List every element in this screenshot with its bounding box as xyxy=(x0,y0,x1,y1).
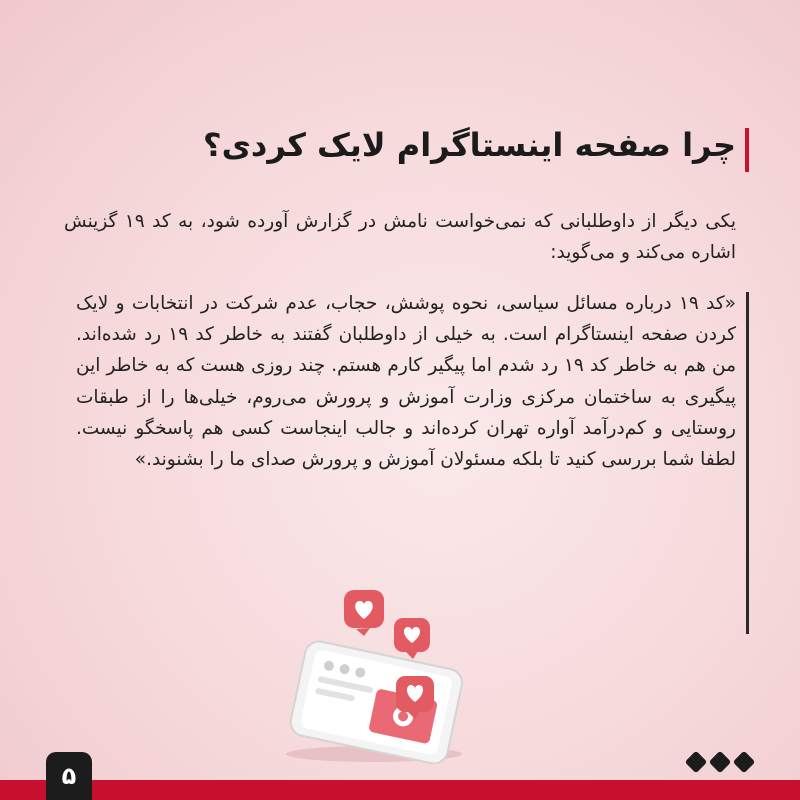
quote-accent-bar xyxy=(746,292,749,634)
title-accent-bar xyxy=(745,128,749,172)
heart-icon xyxy=(394,618,430,659)
intro-paragraph: یکی دیگر از داوطلبانی که نمی‌خواست نامش در گزارش آورده شود، به کد ۱۹ گزینش اشاره می‌کند و می‌گوید: xyxy=(64,211,736,263)
phone-likes-illustration xyxy=(274,584,474,764)
more-dots-icon xyxy=(684,750,760,778)
bottom-accent-bar xyxy=(0,780,800,800)
page-title: چرا صفحه اینستاگرام لایک کردی؟ xyxy=(203,126,736,164)
quote-paragraph: «کد ۱۹ درباره مسائل سیاسی، نحوه پوشش، حجاب، عدم شرکت در انتخابات و لایک کردن صفحه اینستاگرام است. به خیلی از داوطلبان گفتند به خاطر کد ۱۹ رد شده‌اند. من هم به خاطر کد ۱۹ رد شدم اما پیگیر کارم هستم. چند روزی هست که به خاطر این پیگیری به ساختمان مرکزی وزارت آموزش و پرورش می‌روم، خیلی‌ها را از طبقات روستایی و کم‌درآمد آواره تهران کرده‌اند و جالب اینجاست کسی هم پاسخگو نیست. لطفا شما بررسی کنید تا بلکه مسئولان آموزش و پرورش صدای ما را بشنوند.» xyxy=(76,293,737,471)
page-number: ۵ xyxy=(46,752,92,800)
heart-icon xyxy=(344,590,384,636)
